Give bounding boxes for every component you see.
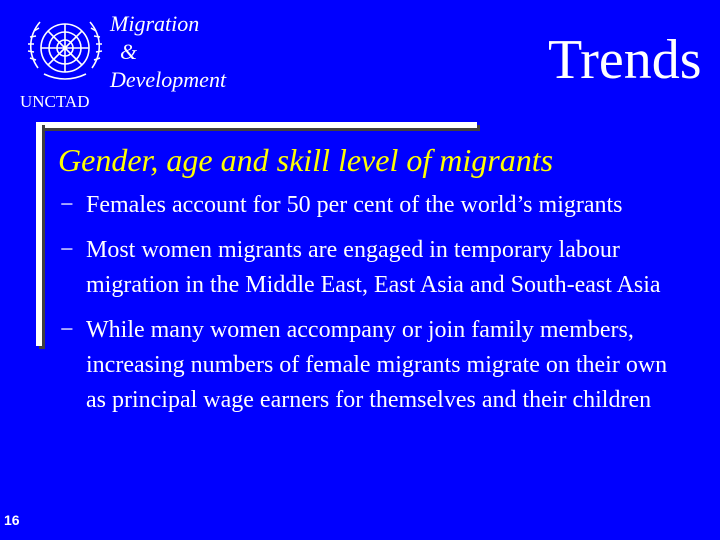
page-number: 16 [4, 512, 20, 528]
bullet-item [60, 313, 680, 418]
bullet-marker: − [60, 237, 74, 263]
subtitle-line: Migration [110, 11, 200, 36]
bullet-item [60, 188, 680, 223]
un-emblem-icon [20, 10, 110, 92]
bullet-text: Females account for 50 per cent of the world’s migrants [86, 192, 623, 218]
subtitle-line: Development [110, 67, 227, 92]
decorative-bar-vertical [36, 122, 42, 346]
bullet-text: Most women migrants are engaged in temporary labour migration in the Middle East, East Asia and South-east Asia [86, 237, 661, 298]
bullet-text: While many women accompany or join family members, increasing numbers of female migrants migrate on their own as principal wage earners for themselves and their children [86, 317, 668, 413]
slide-heading: Gender, age and skill level of migrants [58, 142, 554, 178]
subtitle-line: & [120, 39, 138, 64]
bullet-list [60, 188, 680, 428]
bullet-marker: − [60, 192, 74, 218]
decorative-bar-horizontal [36, 122, 477, 128]
section-title: Trends [548, 29, 702, 91]
bullet-marker: − [60, 317, 74, 343]
subtitle-block [110, 10, 226, 94]
org-label: UNCTAD [20, 92, 90, 111]
bullet-item [60, 233, 680, 303]
